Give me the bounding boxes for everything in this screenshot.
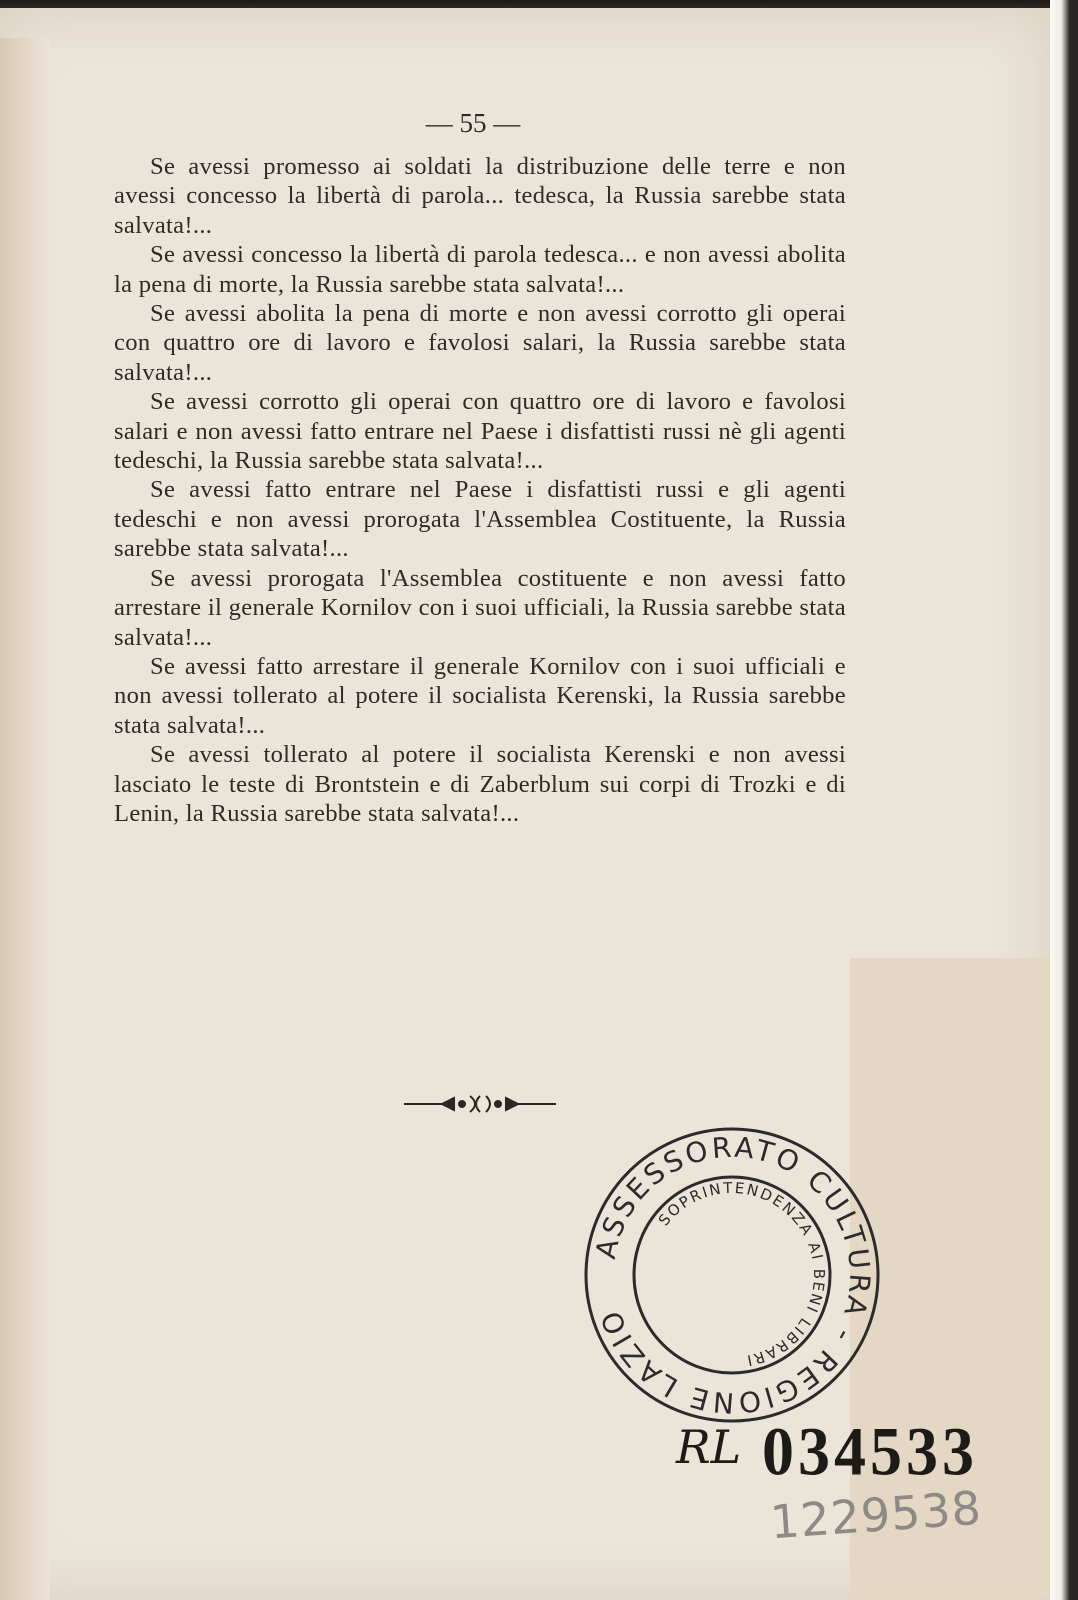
paragraph: Se avessi prorogata l'Assemblea costituente e non avessi fatto arrestare il generale Kornilov con i suoi ufficiali, la Russia sarebbe stata salvata!... bbox=[114, 564, 846, 651]
paragraph: Se avessi promesso ai soldati la distribuzione delle terre e non avessi concesso la libertà di parola... tedesca, la Russia sarebbe stata salvata!... bbox=[114, 153, 846, 239]
paragraph: Se avessi fatto entrare nel Paese i disfattisti russi e gli agenti tedeschi e non avessi prorogata l'Assemblea Costituente, la Russia sarebbe stata salvata!... bbox=[114, 476, 846, 563]
ornament-divider-icon bbox=[402, 1090, 558, 1118]
paragraph: Se avessi abolita la pena di morte e non avessi corrotto gli operai con quattro ore di lavoro e favolosi salari, la Russia sarebbe stata salvata!... bbox=[114, 300, 846, 386]
paragraph: Se avessi tollerato al potere il socialista Kerenski e non avessi lasciato le teste di Brontstein e di Zaberblum sui corpi di Trozki e di Lenin, la Russia sarebbe stata salvata!... bbox=[114, 741, 846, 827]
stamp-inner-text: SOPRINTENDENZA AI BENI LIBRARI bbox=[654, 1178, 829, 1370]
inventory-initials: RL bbox=[676, 1420, 742, 1474]
inventory-mark bbox=[676, 1412, 976, 1492]
page-number: — 55 — bbox=[425, 108, 521, 138]
stamp-outer-text: ASSESSORATO CULTURA - REGIONE LAZIO bbox=[589, 1130, 877, 1420]
body-text bbox=[114, 152, 846, 828]
page-fold-strip bbox=[0, 38, 50, 1600]
inventory-number: 034533 bbox=[762, 1413, 978, 1490]
paragraph: Se avessi fatto arrestare il generale Kornilov con i suoi ufficiali e non avessi tollerato al potere il socialista Kerenski, la Russia sarebbe stata salvata!... bbox=[114, 652, 846, 739]
library-stamp-icon bbox=[582, 1125, 882, 1425]
paragraph: Se avessi corrotto gli operai con quattro ore di lavoro e favolosi salari e non avessi fatto entrare nel Paese i disfattisti russi nè gli agenti tedeschi, la Russia sarebbe stata salvata!... bbox=[114, 388, 846, 475]
paragraph: Se avessi concesso la libertà di parola tedesca... e non avessi abolita la pena di morte, la Russia sarebbe stata salvata!... bbox=[114, 241, 846, 298]
page-right-edge bbox=[1050, 0, 1078, 1600]
pencil-note: 1229538 bbox=[768, 1480, 984, 1550]
svg-text:ASSESSORATO CULTURA - REGIONE bbox=[589, 1131, 876, 1420]
